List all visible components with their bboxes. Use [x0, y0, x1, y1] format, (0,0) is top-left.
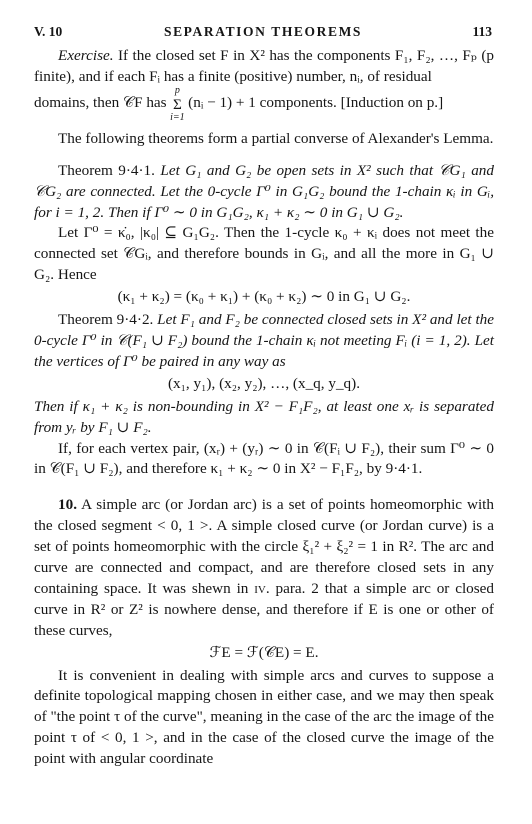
exercise-text — [34, 46, 494, 88]
theorem-9-4-2-conclusion — [34, 397, 494, 439]
proof-9-4-2: If, for each vertex pair, (xᵣ) + (yᵣ) ∼ 0 in 𝒞(Fᵢ ∪ F₂), their sum Γ⁰ ∼ 0 in 𝒞(F₁ ∪ F₂), and therefore κ₁ + κ₂ ∼ 0 in X² − F₁F₂, by 9·4·1. — [34, 439, 494, 478]
theorem-9-4-2-statement: Let F₁ and F₂ be connected closed sets in X² and let the 0-cycle Γ⁰ in 𝒞(F₁ ∪ F₂) bound the 1-chain κᵢ not meeting Fᵢ (i = 1, 2). Let the vertices of Γ⁰ be paired in any way as — [34, 311, 495, 370]
summation-lower-limit: i=1 — [170, 111, 185, 123]
exercise-line-3-pre: domains, then 𝒞F has — [34, 93, 171, 111]
theorem-9-4-2-conclusion-text: Then if κ₁ + κ₂ is non-bounding in X² − F₁F₂, at least one xᵣ is separated from yᵣ by F₁ ∪ F₂. — [34, 397, 494, 436]
section-10-paragraph-2: It is convenient in dealing with simple arcs and curves to suppose a definite topological mapping chosen in either case, and we may then speak of "the point τ of the curve", meaning in the case of the arc the image of the point τ of < 0, 1 >, and in the case of the closed curve the image of the point with angular coordinate — [34, 666, 494, 768]
partial-converse-intro: The following theorems form a partial converse of Alexander's Lemma. — [58, 129, 494, 147]
section-10-paragraph-1 — [34, 495, 494, 641]
exercise-block — [34, 46, 495, 123]
running-head — [34, 22, 492, 42]
proof-9-4-1-display-equation: (κ₁ + κ₂) = (κ₀ + κ₁) + (κ₀ + κ₂) ∼ 0 in G₁ ∪ G₂. — [117, 288, 411, 306]
summation-sigma: Σ — [172, 95, 182, 113]
proof-9-4-1: Let Γ⁰ = κ̇₀, |κ₀| ⊆ G₁G₂. Then the 1-cycle κ₀ + κᵢ does not meet the connected set 𝒞Gᵢ, and therefore bounds in Gᵢ, and all the more in G₁ ∪ G₂. Hence — [34, 224, 494, 284]
summation-upper-limit: p — [174, 84, 180, 96]
theorem-9-4-1-label: Theorem 9·4·1. — [58, 161, 155, 179]
theorem-9-4-2 — [34, 310, 494, 373]
exercise-sum-line — [34, 84, 494, 123]
summation-symbol — [170, 84, 185, 123]
section-10-text-b: . para. 2 that a simple arc or closed curve in R² or Z² is nowhere dense, and therefore if E is one or other of these curves, — [34, 579, 495, 639]
theorem-9-4-2-vertex-pairs: (x₁, y₁), (x₂, y₂), …, (x_q, y_q). — [167, 374, 360, 392]
theorem-9-4-2-label: Theorem 9·4·2. — [58, 311, 154, 329]
section-10-display-equation: ℱE = ℱ(𝒞E) = E. — [209, 643, 319, 661]
section-10-number: 10. — [58, 496, 77, 514]
section-10-text-a: A simple arc (or Jordan arc) is a set of points homeomorphic with the closed segment < 0, 1 >. A simple closed curve (or Jordan curve) is a set of points homeomorphic with the circle ξ₁² + ξ₂² = 1 in R². The arc and curve are connected and compact, and are therefore closed sets in any containing space. It was shewn in — [34, 496, 494, 597]
theorem-9-4-1 — [34, 161, 494, 224]
exercise-label: Exercise. — [58, 47, 114, 64]
exercise-line-3-post: (nᵢ − 1) + 1 components. [Induction on p.] — [184, 93, 444, 111]
section-10-cross-reference: iv — [254, 579, 266, 597]
exercise-line-1: If the closed set F in X² has the components F₁, F₂, …, Fₚ — [117, 47, 477, 64]
theorem-9-4-1-statement: Let G₁ and G₂ be open sets in X² such that 𝒞G₁ and 𝒞G₂ are connected. Let the 0-cycle Γ⁰ in G₁G₂ bound the 1-chain κᵢ in Gᵢ, for i = 1, 2. Then if Γ⁰ ∼ 0 in G₁G₂, κ₁ + κ₂ ∼ 0 in G₁ ∪ G₂. — [34, 161, 494, 221]
running-title: SEPARATION THEOREMS — [163, 24, 363, 39]
page-body — [34, 46, 494, 770]
page-number: 113 — [472, 24, 492, 39]
chapter-section-label: V. 10 — [34, 24, 63, 39]
exercise-line-2: (p finite), and if each Fᵢ has a finite (positive) number, nᵢ, of residual — [34, 47, 495, 85]
